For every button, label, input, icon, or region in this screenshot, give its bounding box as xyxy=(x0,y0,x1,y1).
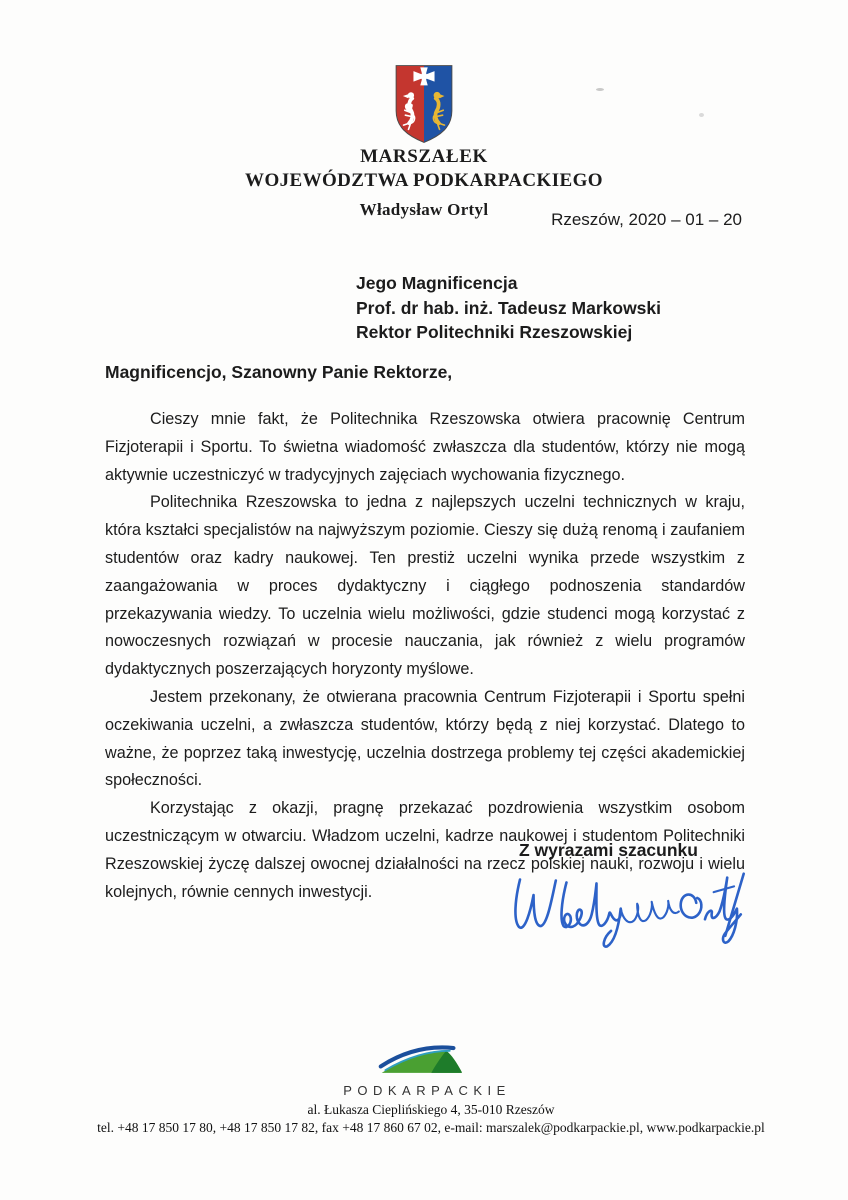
footer-address-block xyxy=(0,1101,848,1136)
recipient-block xyxy=(356,271,661,345)
recipient-name: Prof. dr hab. inż. Tadeusz Markowski xyxy=(356,297,662,318)
recipient-honorific: Jego Magnificencja xyxy=(356,273,518,293)
letterhead-title-line2: WOJEWÓDZTWA PODKARPACKIEGO xyxy=(245,170,603,191)
body-paragraph: Politechnika Rzeszowska to jedna z najlepszych uczelni technicznych w kraju, która kształci specjalistów na najwyższym poziomie. Cieszy się dużą renomą i zaufaniem studentów oraz kadry naukowej. Ten prestiż uczelni wynika przede wszystkim z zaangażowania w proces dydaktyczny i ciągłego podnoszenia standardów przekazywania wiedzy. To uczelnia wielu możliwości, gdzie studenci mogą korzystać z nowoczesnych rozwiązań w procesie nauczania, jak również z wielu programów dydaktycznych poszerzających horyzonty myślowe. xyxy=(105,493,745,679)
handwritten-signature-icon xyxy=(508,866,746,958)
letterhead-title-line1: MARSZAŁEK xyxy=(360,146,488,167)
scan-speck xyxy=(699,113,704,117)
letter-body xyxy=(105,406,745,906)
body-paragraph: Cieszy mnie fakt, że Politechnika Rzeszowska otwiera pracownię Centrum Fizjoterapii i Sportu. To świetna wiadomość zwłaszcza dla studentów, którzy nie mogą aktywnie uczestniczyć w tradycyjnych zajęciach wychowania fizycznego. xyxy=(105,410,745,484)
footer-logo-text: PODKARPACKIE xyxy=(343,1083,511,1098)
letterhead-person-name: Władysław Ortyl xyxy=(359,200,489,219)
body-paragraph: Korzystając z okazji, pragnę przekazać pozdrowienia wszystkim osobom uczestniczącym w otwarciu. Władzom uczelni, kadrze naukowej i studentom Politechniki Rzeszowskiej życzę dalszej owocnej działalności na rzecz polskiej nauki, rozwoju i wielu kolejnych, równie cennych inwestycji. xyxy=(105,799,745,901)
footer-address-line: al. Łukasza Cieplińskiego 4, 35-010 Rzeszów xyxy=(307,1102,555,1117)
body-paragraph: Jestem przekonany, że otwierana pracownia Centrum Fizjoterapii i Sportu spełni oczekiwania uczelni, a zwłaszcza studentów, którzy będą z niej korzystać. Dlatego to ważne, że poprzez taką inwestycję, uczelnia dostrzega problemy tej części akademickiej społeczności. xyxy=(105,687,745,790)
footer-logo xyxy=(0,1044,848,1098)
salutation: Magnificencjo, Szanowny Panie Rektorze, xyxy=(105,362,453,382)
date-line: Rzeszów, 2020 – 01 – 20 xyxy=(551,210,742,229)
podkarpackie-coat-of-arms-icon xyxy=(393,63,455,145)
letterhead xyxy=(0,146,848,220)
footer-contact-line: tel. +48 17 850 17 80, +48 17 850 17 82, fax +48 17 860 67 02, e-mail: marszalek@podkarpackie.pl, www.podkarpackie.pl xyxy=(97,1119,765,1135)
podkarpackie-wave-logo-icon xyxy=(378,1044,470,1076)
closing-phrase: Z wyrazami szacunku xyxy=(519,840,698,860)
scan-speck xyxy=(596,88,604,91)
recipient-title: Rektor Politechniki Rzeszowskiej xyxy=(356,322,633,342)
